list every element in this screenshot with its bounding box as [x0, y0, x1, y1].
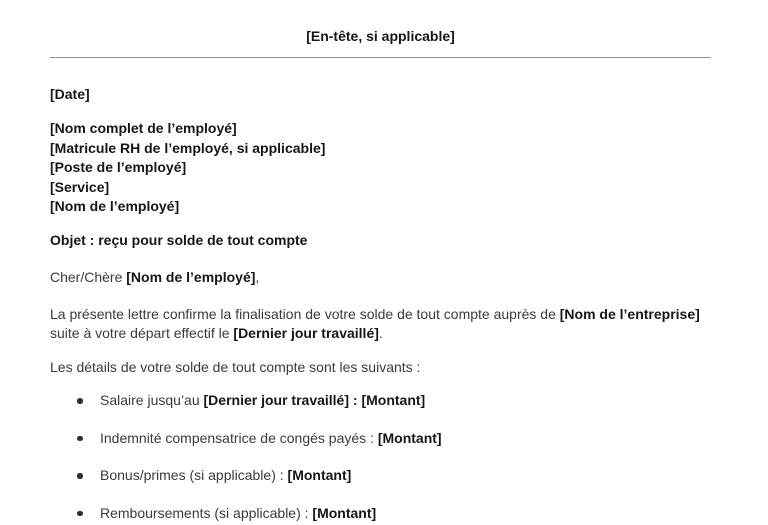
bullet-icon	[77, 473, 83, 479]
intro-company: [Nom de l’entreprise]	[559, 305, 700, 322]
subject-line: Objet : reçu pour solde de tout compte	[50, 231, 308, 248]
bullet-icon	[77, 436, 83, 442]
salutation-name: [Nom de l’employé]	[126, 269, 256, 285]
intro-part2: suite à votre départ effectif le	[50, 325, 234, 341]
date-line: [Date]	[50, 85, 90, 102]
list-item	[77, 466, 711, 486]
bullet-icon	[77, 511, 83, 517]
list-item-text: Salaire jusqu’au	[100, 392, 204, 408]
details-intro-line: Les détails de votre solde de tout compte sont les suivants :	[50, 358, 421, 375]
letter-header: [En-tête, si applicable]	[306, 28, 455, 44]
recipient-position: [Poste de l’employé]	[50, 159, 187, 175]
salutation-suffix: ,	[255, 269, 260, 285]
recipient-department: [Service]	[50, 178, 110, 195]
list-item-amount: [Dernier jour travaillé] : [Montant]	[203, 392, 426, 408]
list-item-text: Remboursements (si applicable) :	[100, 504, 313, 521]
salutation-line	[50, 268, 711, 288]
intro-last-day: [Dernier jour travaillé]	[233, 325, 379, 341]
intro-part3: .	[378, 325, 383, 341]
list-item-amount: [Montant]	[287, 467, 352, 483]
bullet-icon	[77, 398, 83, 404]
list-item-amount: [Montant]	[377, 429, 442, 446]
settlement-list	[50, 391, 711, 523]
list-item	[77, 391, 711, 411]
list-item	[77, 504, 711, 524]
list-item	[77, 429, 711, 449]
list-item-text: Bonus/primes (si applicable) :	[100, 467, 288, 483]
recipient-full-name: [Nom complet de l’employé]	[50, 120, 237, 136]
salutation-prefix: Cher/Chère	[50, 269, 127, 285]
recipient-hr-id: [Matricule RH de l’employé, si applicable]	[50, 139, 326, 156]
intro-paragraph	[50, 305, 711, 344]
list-item-amount: [Montant]	[312, 504, 377, 521]
list-item-text: Indemnité compensatrice de congés payés :	[100, 429, 378, 446]
recipient-name: [Nom de l’employé]	[50, 198, 180, 214]
header-divider	[50, 57, 711, 58]
intro-part1: La présente lettre confirme la finalisation de votre solde de tout compte auprès de	[50, 305, 560, 322]
recipient-block	[50, 119, 711, 217]
